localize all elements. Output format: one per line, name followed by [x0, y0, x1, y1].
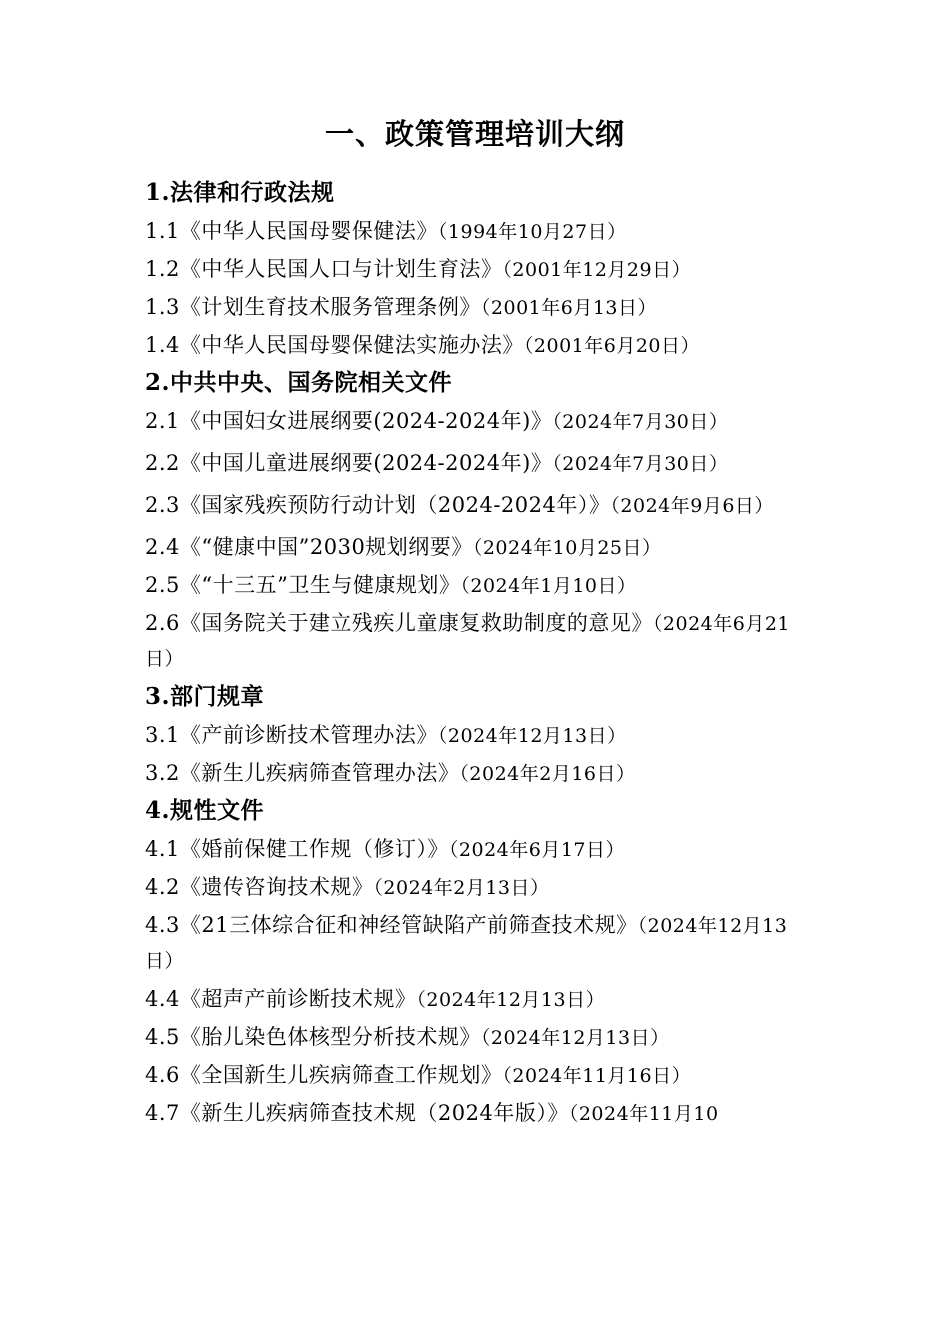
item-name: 4.5《胎儿染色体核型分析技术规》 [145, 1025, 481, 1049]
section-heading-department-rules: 3.部门规章 [145, 683, 265, 710]
item-name: 4.4《超声产前诊断技术规》 [145, 987, 417, 1011]
item-date: （2024年12月13日） [145, 915, 788, 972]
item-name: 2.6《国务院关于建立残疾儿童康复救助制度的意见》 [145, 611, 653, 635]
item-name: 3.1《产前诊断技术管理办法》 [145, 723, 438, 747]
item-name: 4.2《遗传咨询技术规》 [145, 875, 374, 899]
list-item [145, 530, 810, 568]
item-date: （2024年10月25日） [472, 537, 662, 559]
item-date: （2024年12月13日） [437, 725, 627, 747]
item-date: （1994年10月27日） [437, 221, 627, 243]
item-name: 4.3《21三体综合征和神经管缺陷产前筛查技术规》 [145, 913, 638, 937]
item-date: （2024年7月30日） [552, 411, 729, 433]
list-item [145, 982, 810, 1020]
item-date: （2001年6月13日） [480, 297, 658, 319]
item-name: 4.1《婚前保健工作规（修订）》 [145, 837, 449, 861]
list-item [145, 290, 810, 328]
item-date: （2024年2月16日） [459, 763, 636, 785]
item-date: （2024年6月17日） [448, 839, 626, 861]
section-heading-central-documents: 2.中共中央、国务院相关文件 [145, 369, 453, 396]
list-item [145, 832, 810, 870]
item-name: 1.4《中华人民国母婴保健法实施办法》 [145, 333, 524, 357]
item-name: 1.1《中华人民国母婴保健法》 [145, 219, 438, 243]
item-name: 4.7《新生儿疾病筛查技术规（2024年版）》 [145, 1101, 569, 1125]
section-heading-normative-documents: 4.规性文件 [145, 797, 265, 824]
list-item [145, 718, 810, 756]
item-name: 1.3《计划生育技术服务管理条例》 [145, 295, 481, 319]
list-item [145, 756, 810, 794]
section-heading-laws: 1.法律和行政法规 [145, 179, 335, 206]
list-item [145, 488, 810, 526]
list-item [145, 404, 810, 442]
item-name: 2.5《“十三五”卫生与健康规划》 [145, 573, 461, 597]
list-item [145, 446, 810, 484]
item-date: （2024年2月13日） [373, 877, 550, 899]
item-date: （2024年11月16日） [502, 1065, 692, 1087]
list-item [145, 870, 810, 908]
list-item [145, 252, 810, 290]
item-name: 4.6《全国新生儿疾病筛查工作规划》 [145, 1063, 503, 1087]
item-date: （2024年11月10 [568, 1103, 719, 1125]
item-date: （2024年9月6日） [610, 495, 774, 517]
list-item [145, 1058, 810, 1096]
item-name: 2.2《中国儿童进展纲要(2024-2024年)》 [145, 451, 553, 475]
list-item [145, 606, 810, 676]
item-name: 2.1《中国妇女进展纲要(2024-2024年)》 [145, 409, 553, 433]
item-date: （2024年6月21日） [145, 613, 791, 670]
item-name: 1.2《中华人民国人口与计划生育法》 [145, 257, 503, 281]
document-body [145, 176, 810, 1134]
list-item [145, 1020, 810, 1058]
item-date: （2024年1月10日） [460, 575, 637, 597]
item-date: （2024年12月13日） [416, 989, 606, 1011]
list-item [145, 568, 810, 606]
list-item [145, 328, 810, 366]
item-date: （2024年12月13日） [480, 1027, 670, 1049]
item-name: 2.3《国家残疾预防行动计划（2024-2024年）》 [145, 493, 611, 517]
item-date: （2001年6月20日） [523, 335, 701, 357]
list-item [145, 908, 810, 978]
item-date: （2024年7月30日） [552, 453, 729, 475]
item-name: 2.4《“健康中国”2030规划纲要》 [145, 535, 473, 559]
page-title: 一、政策管理培训大纲 [324, 117, 625, 151]
list-item [145, 1096, 810, 1134]
list-item [145, 214, 810, 252]
item-name: 3.2《新生儿疾病筛查管理办法》 [145, 761, 460, 785]
item-date: （2001年12月29日） [502, 259, 692, 281]
